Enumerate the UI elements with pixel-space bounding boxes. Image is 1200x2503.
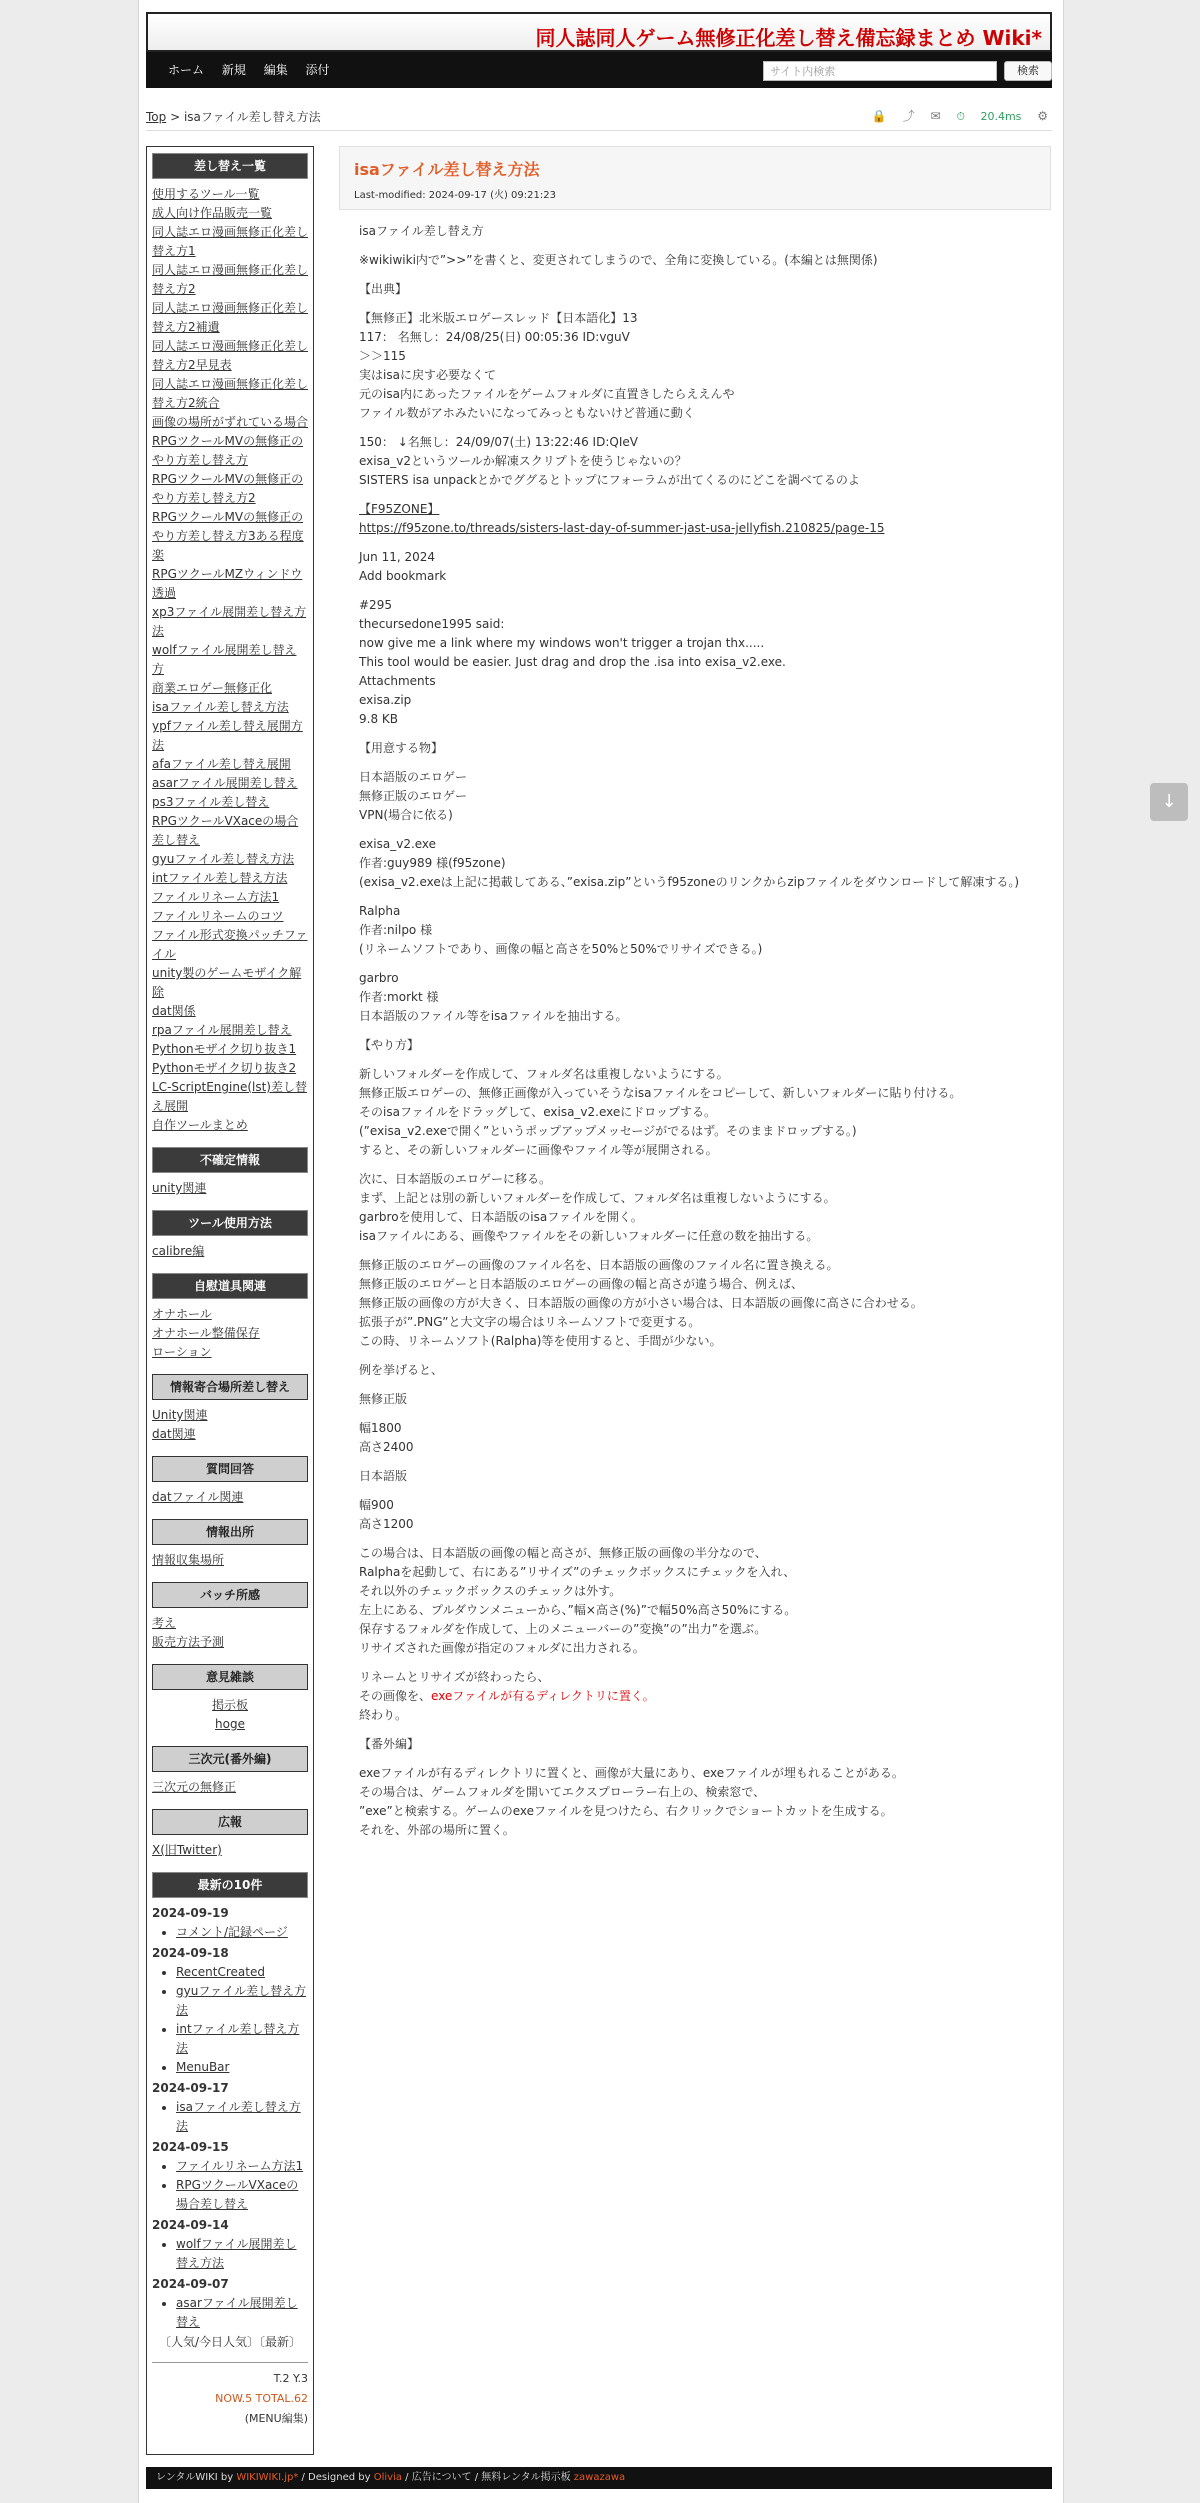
page-header	[339, 146, 1051, 210]
sidebar-link[interactable]: 同人誌エロ漫画無修正化差し替え方2早見表	[152, 339, 309, 372]
sidebar-link[interactable]: 情報収集場所	[152, 1553, 225, 1567]
sidebar-link[interactable]: unity製のゲームモザイク解除	[152, 966, 302, 999]
recent-list	[152, 2157, 308, 2214]
sidebar-section	[152, 1519, 308, 1570]
sidebar-link[interactable]: 三次元の無修正	[152, 1780, 237, 1794]
render-time-value: 20.4ms	[980, 110, 1022, 123]
sidebar-link[interactable]: オナホール整備保存	[152, 1326, 260, 1340]
para: isaファイル差し替え方	[359, 224, 484, 238]
nav-new[interactable]: 新規	[221, 63, 246, 77]
nav-bar	[146, 52, 1052, 88]
sidebar-section	[152, 1456, 308, 1507]
popular-links[interactable]: 〔人気/今日人気〕〔最新〕	[158, 2335, 302, 2349]
recent-date: 2024-09-19	[152, 1906, 229, 1920]
sidebar-link[interactable]: オナホール	[152, 1307, 212, 1321]
sidebar-heading: 自慰道具関連	[152, 1273, 308, 1299]
recent-list	[152, 1963, 308, 2077]
sidebar-section	[152, 1273, 308, 1362]
sidebar-link[interactable]: dat関連	[152, 1427, 196, 1441]
sidebar-link[interactable]: ypfファイル差し替え展開方法	[152, 719, 303, 752]
list-item	[176, 1963, 308, 1982]
sidebar-section	[152, 153, 308, 1135]
sidebar-section	[152, 1664, 308, 1734]
sidebar-link[interactable]: xp3ファイル展開差し替え方法	[152, 605, 307, 638]
recent-link[interactable]: RecentCreated	[176, 1965, 265, 1979]
recent-date: 2024-09-18	[152, 1946, 229, 1960]
sidebar-link[interactable]: RPGツクールMVの無修正のやり方差し替え方3ある程度楽	[152, 510, 304, 562]
footer-designer-link[interactable]: Olivia	[373, 2472, 402, 2483]
recent-link[interactable]: gyuファイル差し替え方法	[176, 1984, 307, 2017]
sidebar-link[interactable]: 販売方法予測	[152, 1635, 225, 1649]
para: garbro 作者:morkt 様 日本語版のファイル等をisaファイルを抽出する。	[359, 971, 628, 1023]
sidebar-link[interactable]: 掲示板	[211, 1698, 248, 1712]
f95-link-para[interactable]: 【F95ZONE】 https://f95zone.to/threads/sisters-last-day-of-summer-jast-usa-jellyfish.210825/page-15	[359, 502, 885, 535]
lock-icon[interactable]: 🔒	[871, 109, 887, 123]
recent-date: 2024-09-17	[152, 2081, 229, 2095]
sidebar	[146, 146, 314, 2455]
para: ※wikiwiki内で”>>”を書くと、変更されてしまうので、全角に変換している。(本編とは無関係)	[359, 253, 878, 267]
para: 無修正版のエロゲーの画像のファイル名を、日本語版の画像のファイル名に置き換える。 無修正版のエロゲーと日本語版のエロゲーの画像の幅と高さが違う場合、例えば、 無修正版の画像の方が大きく、日本語版の画像の方が小さい場合は、日本語版の画像に高さに合わせる。 拡張子が”.PNG”と大文字の場合はリネームソフトで変更する。 この時、リネームソフト(Ralpha)等を使用すると、手間が少ない。	[359, 1258, 923, 1348]
sidebar-link[interactable]: calibre編	[152, 1244, 205, 1258]
sidebar-link[interactable]: X(旧Twitter)	[152, 1843, 222, 1857]
sidebar-section	[152, 1746, 308, 1797]
sidebar-section	[152, 1582, 308, 1652]
recent-list	[152, 2098, 308, 2136]
sidebar-heading: 意見雑談	[152, 1664, 308, 1690]
sidebar-heading: 差し替え一覧	[152, 153, 308, 179]
breadcrumb	[146, 108, 321, 125]
counter-line: T.2 Y.3	[273, 2372, 308, 2385]
breadcrumb-separator: >	[166, 110, 184, 124]
line: 終わり。	[359, 1708, 408, 1722]
sidebar-link[interactable]: ファイルリネームのコツ	[152, 909, 284, 923]
para: Jun 11, 2024 Add bookmark	[359, 550, 447, 583]
breadcrumb-bar	[146, 100, 1052, 131]
footer-designed: / Designed by	[298, 2472, 374, 2483]
sidebar-heading: バッチ所感	[152, 1582, 308, 1608]
list-item	[176, 2020, 308, 2058]
nav-home[interactable]: ホーム	[168, 63, 205, 77]
sidebar-section	[152, 1374, 308, 1444]
article-body	[339, 210, 1051, 1840]
para: #295 thecursedone1995 said: now give me a link where my windows won't trigger a trojan thx..... This tool would be easier. Just drag and drop the .isa into exisa_v2.exe. Attachments exisa.zip 9.8 KB	[359, 598, 786, 726]
search-input[interactable]: サイト内検索	[763, 61, 997, 81]
sidebar-link[interactable]: 商業エロゲー無修正化	[152, 681, 273, 695]
footer-ad-link[interactable]: / 広告について / 無料レンタル掲示板	[401, 2472, 574, 2483]
sidebar-link[interactable]: rpaファイル展開差し替え	[152, 1023, 292, 1037]
para: 150： ↓名無し：24/09/07(土) 13:22:46 ID:QIeV exisa_v2というツールか解凍スクリプトを使うじゃないの？ SISTERS isa unpackとかでググるとトップにフォーラムが出てくるのにどこを調べてるのよ	[359, 435, 860, 487]
sidebar-link[interactable]: intファイル差し替え方法	[152, 871, 288, 885]
recent-list	[152, 2294, 308, 2332]
list-item	[176, 2235, 308, 2273]
search-button[interactable]: 検索	[1004, 61, 1052, 81]
counter-line[interactable]: (MENU編集)	[244, 2412, 308, 2425]
para: 無修正版	[359, 1392, 408, 1406]
access-counter	[152, 2362, 308, 2429]
recent-link[interactable]: MenuBar	[176, 2060, 230, 2074]
sidebar-section	[152, 1210, 308, 1261]
para: 幅900 高さ1200	[359, 1498, 414, 1531]
para	[359, 1668, 1031, 1725]
page-tools	[860, 107, 1048, 124]
sidebar-link[interactable]: 同人誌エロ漫画無修正化差し替え方2	[152, 263, 309, 296]
recent-link[interactable]: RPGツクールVXaceの場合差し替え	[176, 2178, 299, 2211]
sidebar-link[interactable]: wolfファイル展開差し替え方	[152, 643, 297, 676]
para: 日本語版	[359, 1469, 408, 1483]
list-item	[176, 1923, 308, 1942]
para: 【やり方】	[359, 1038, 420, 1052]
page-container	[138, 0, 1064, 2503]
sidebar-link[interactable]: afaファイル差し替え展開	[152, 757, 291, 771]
footer	[146, 2467, 1052, 2489]
sidebar-link[interactable]: 同人誌エロ漫画無修正化差し替え方2統合	[152, 377, 309, 410]
sidebar-link[interactable]: ファイル形式変換パッチファイル	[152, 928, 308, 961]
recent-link[interactable]: asarファイル展開差し替え	[176, 2296, 298, 2329]
counter-line: NOW.5 TOTAL.62	[215, 2392, 308, 2405]
scroll-down-button[interactable]: ↓	[1150, 783, 1188, 821]
para: 【無修正】北米版エロゲースレッド【日本語化】13 117： 名無し：24/08/25(日) 00:05:36 ID:vguV ＞＞115 実はisaに戻す必要なくて 元のisa内にあったファイルをゲームフォルダに直置きしたらええんや ファイル数がアホみたいになってみっともないけど普通に動く	[359, 311, 735, 420]
sidebar-section	[152, 1147, 308, 1198]
footer-prefix: レンタルWIKI by	[156, 2472, 237, 2483]
list-item	[176, 1982, 308, 2020]
sidebar-link[interactable]: RPGツクールMZウィンドウ透過	[152, 567, 303, 600]
recent-link[interactable]: ファイルリネーム方法1	[176, 2159, 304, 2173]
para: 【用意する物】	[359, 741, 444, 755]
nav-edit[interactable]: 編集	[263, 63, 288, 77]
sidebar-link[interactable]: 同人誌エロ漫画無修正化差し替え方2補遺	[152, 301, 309, 334]
sidebar-section	[152, 1809, 308, 1860]
sidebar-link[interactable]: 成人向け作品販売一覧	[152, 206, 273, 220]
sidebar-link[interactable]: RPGツクールMVの無修正のやり方差し替え方2	[152, 472, 304, 505]
para: 新しいフォルダーを作成して、フォルダ名は重複しないようにする。 無修正版エロゲーの、無修正画像が入っていそうなisaファイルをコピーして、新しいフォルダーに貼り付ける。 そのisaファイルをドラッグして、exisa_v2.exeにドロップする。 (”exisa_v2.exeで開く”というポップアップメッセージがでるはず。そのままドロップする。) すると、その新しいフォルダーに画像やファイル等が展開される。	[359, 1067, 962, 1157]
recent-link[interactable]: コメント/記録ページ	[176, 1925, 288, 1939]
sidebar-link[interactable]: hoge	[215, 1717, 245, 1731]
sidebar-link[interactable]: LC-ScriptEngine(lst)差し替え展開	[152, 1080, 307, 1113]
recent-link[interactable]: isaファイル差し替え方法	[176, 2100, 301, 2133]
recent-link[interactable]: intファイル差し替え方法	[176, 2022, 300, 2055]
line: その画像を、	[359, 1689, 432, 1703]
sidebar-link[interactable]: Pythonモザイク切り抜き2	[152, 1061, 297, 1075]
para: 幅1800 高さ2400	[359, 1421, 414, 1454]
sidebar-heading: 情報出所	[152, 1519, 308, 1545]
sidebar-heading: 広報	[152, 1809, 308, 1835]
recent-pages	[152, 1872, 308, 2429]
list-item	[176, 2176, 308, 2214]
recent-list	[152, 2235, 308, 2273]
last-modified: Last-modified: 2024-09-17 (火) 09:21:23	[354, 190, 556, 201]
sidebar-link[interactable]: Pythonモザイク切り抜き1	[152, 1042, 297, 1056]
main-content	[339, 146, 1051, 1850]
para: 【番外編】	[359, 1737, 420, 1751]
recent-link[interactable]: wolfファイル展開差し替え方法	[176, 2237, 297, 2270]
sidebar-link[interactable]: 同人誌エロ漫画無修正化差し替え方1	[152, 225, 309, 258]
para: 【出典】	[359, 282, 408, 296]
list-item	[176, 2157, 308, 2176]
site-header	[146, 12, 1052, 52]
sidebar-link[interactable]: dat関係	[152, 1004, 196, 1018]
recent-date: 2024-09-15	[152, 2140, 229, 2154]
sidebar-link[interactable]: 考え	[152, 1616, 177, 1630]
list-item	[176, 2294, 308, 2332]
para: exisa_v2.exe 作者:guy989 様(f95zone) (exisa_v2.exeは上記に掲載してある、”exisa.zip”というf95zoneのリンクからzipファイルをダウンロードして解凍する。)	[359, 837, 1020, 889]
recent-date: 2024-09-07	[152, 2277, 229, 2291]
sidebar-heading: 質問回答	[152, 1456, 308, 1482]
page-title: isaファイル差し替え方法	[354, 160, 540, 179]
sidebar-link[interactable]: RPGツクールMVの無修正のやり方差し替え方	[152, 434, 304, 467]
para: Ralpha 作者:nilpo 様 (リネームソフトであり、画像の幅と高さを50%と50%でリサイズできる。)	[359, 904, 763, 956]
sidebar-heading: 不確定情報	[152, 1147, 308, 1173]
nav-attach[interactable]: 添付	[305, 63, 330, 77]
sidebar-heading: ツール使用方法	[152, 1210, 308, 1236]
para: exeファイルが有るディレクトリに置くと、画像が大量にあり、exeファイルが埋もれることがある。 その場合は、ゲームフォルダを開いてエクスプローラー右上の、検索窓で、 ”exe”と検索する。ゲームのexeファイルを見つけたら、右クリックでショートカットを生成する。 それを、外部の場所に置く。	[359, 1766, 904, 1837]
sidebar-link[interactable]: unity関連	[152, 1181, 207, 1195]
list-item	[176, 2058, 308, 2077]
recent-heading: 最新の10件	[152, 1872, 308, 1898]
sidebar-link[interactable]: RPGツクールVXaceの場合差し替え	[152, 814, 299, 847]
sidebar-link[interactable]: ps3ファイル差し替え	[152, 795, 270, 809]
para: 例を挙げると、	[359, 1363, 444, 1377]
site-title[interactable]: 同人誌同人ゲーム無修正化差し替え備忘録まとめ Wiki*	[535, 26, 1042, 50]
sidebar-heading: 情報寄合場所差し替え	[152, 1374, 308, 1400]
sidebar-link[interactable]: gyuファイル差し替え方法	[152, 852, 295, 866]
sidebar-link[interactable]: 使用するツール一覧	[152, 187, 260, 201]
sidebar-link[interactable]: ローション	[152, 1345, 212, 1359]
sidebar-link[interactable]: 自作ツールまとめ	[152, 1118, 248, 1132]
footer-brand-link[interactable]: WIKIWIKI.jp*	[236, 2472, 299, 2483]
para: 次に、日本語版のエロゲーに移る。 まず、上記とは別の新しいフォルダーを作成して、フォルダ名は重複しないようにする。 garbroを使用して、日本語版のisaファイルを開く。 isaファイルにある、画像やファイルをその新しいフォルダーに任意の数を抽出する。	[359, 1172, 836, 1243]
para: 日本語版のエロゲー 無修正版のエロゲー VPN(場合に依る)	[359, 770, 468, 822]
sidebar-link[interactable]: datファイル関連	[152, 1490, 244, 1504]
breadcrumb-top[interactable]: Top	[146, 110, 167, 124]
sidebar-link[interactable]: isaファイル差し替え方法	[152, 700, 289, 714]
recent-date: 2024-09-14	[152, 2218, 229, 2232]
gear-icon[interactable]: ⚙	[1037, 109, 1048, 123]
breadcrumb-current: isaファイル差し替え方法	[183, 110, 321, 124]
footer-bbs-link[interactable]: zawazawa	[573, 2472, 626, 2483]
sidebar-link[interactable]: asarファイル展開差し替え	[152, 776, 298, 790]
para: この場合は、日本語版の画像の幅と高さが、無修正版の画像の半分なので、 Ralphaを起動して、右にある”リサイズ”のチェックボックスにチェックを入れ、 それ以外のチェックボックスのチェックは外す。 左上にある、プルダウンメニューから、”幅×高さ(%)”で幅50%高さ50%にする。 保存するフォルダを作成して、上のメニューバーの”変換”の”出力”を選ぶ。 リサイズされた画像が指定のフォルダに出力される。	[359, 1546, 797, 1655]
line: リネームとリサイズが終わったら、	[359, 1670, 550, 1684]
mail-icon[interactable]: ✉	[930, 109, 941, 123]
sidebar-heading: 三次元(番外編)	[152, 1746, 308, 1772]
render-time: ⏱ 20.4ms	[956, 110, 1022, 123]
highlight-text: exeファイルが有るディレクトリに置く。	[431, 1689, 655, 1703]
sidebar-link[interactable]: Unity関連	[152, 1408, 208, 1422]
recent-list	[152, 1923, 308, 1942]
sidebar-link[interactable]: 画像の場所がずれている場合	[152, 415, 309, 429]
sidebar-link[interactable]: ファイルリネーム方法1	[152, 890, 280, 904]
share-icon[interactable]: ⤴	[902, 109, 915, 123]
list-item	[176, 2098, 308, 2136]
